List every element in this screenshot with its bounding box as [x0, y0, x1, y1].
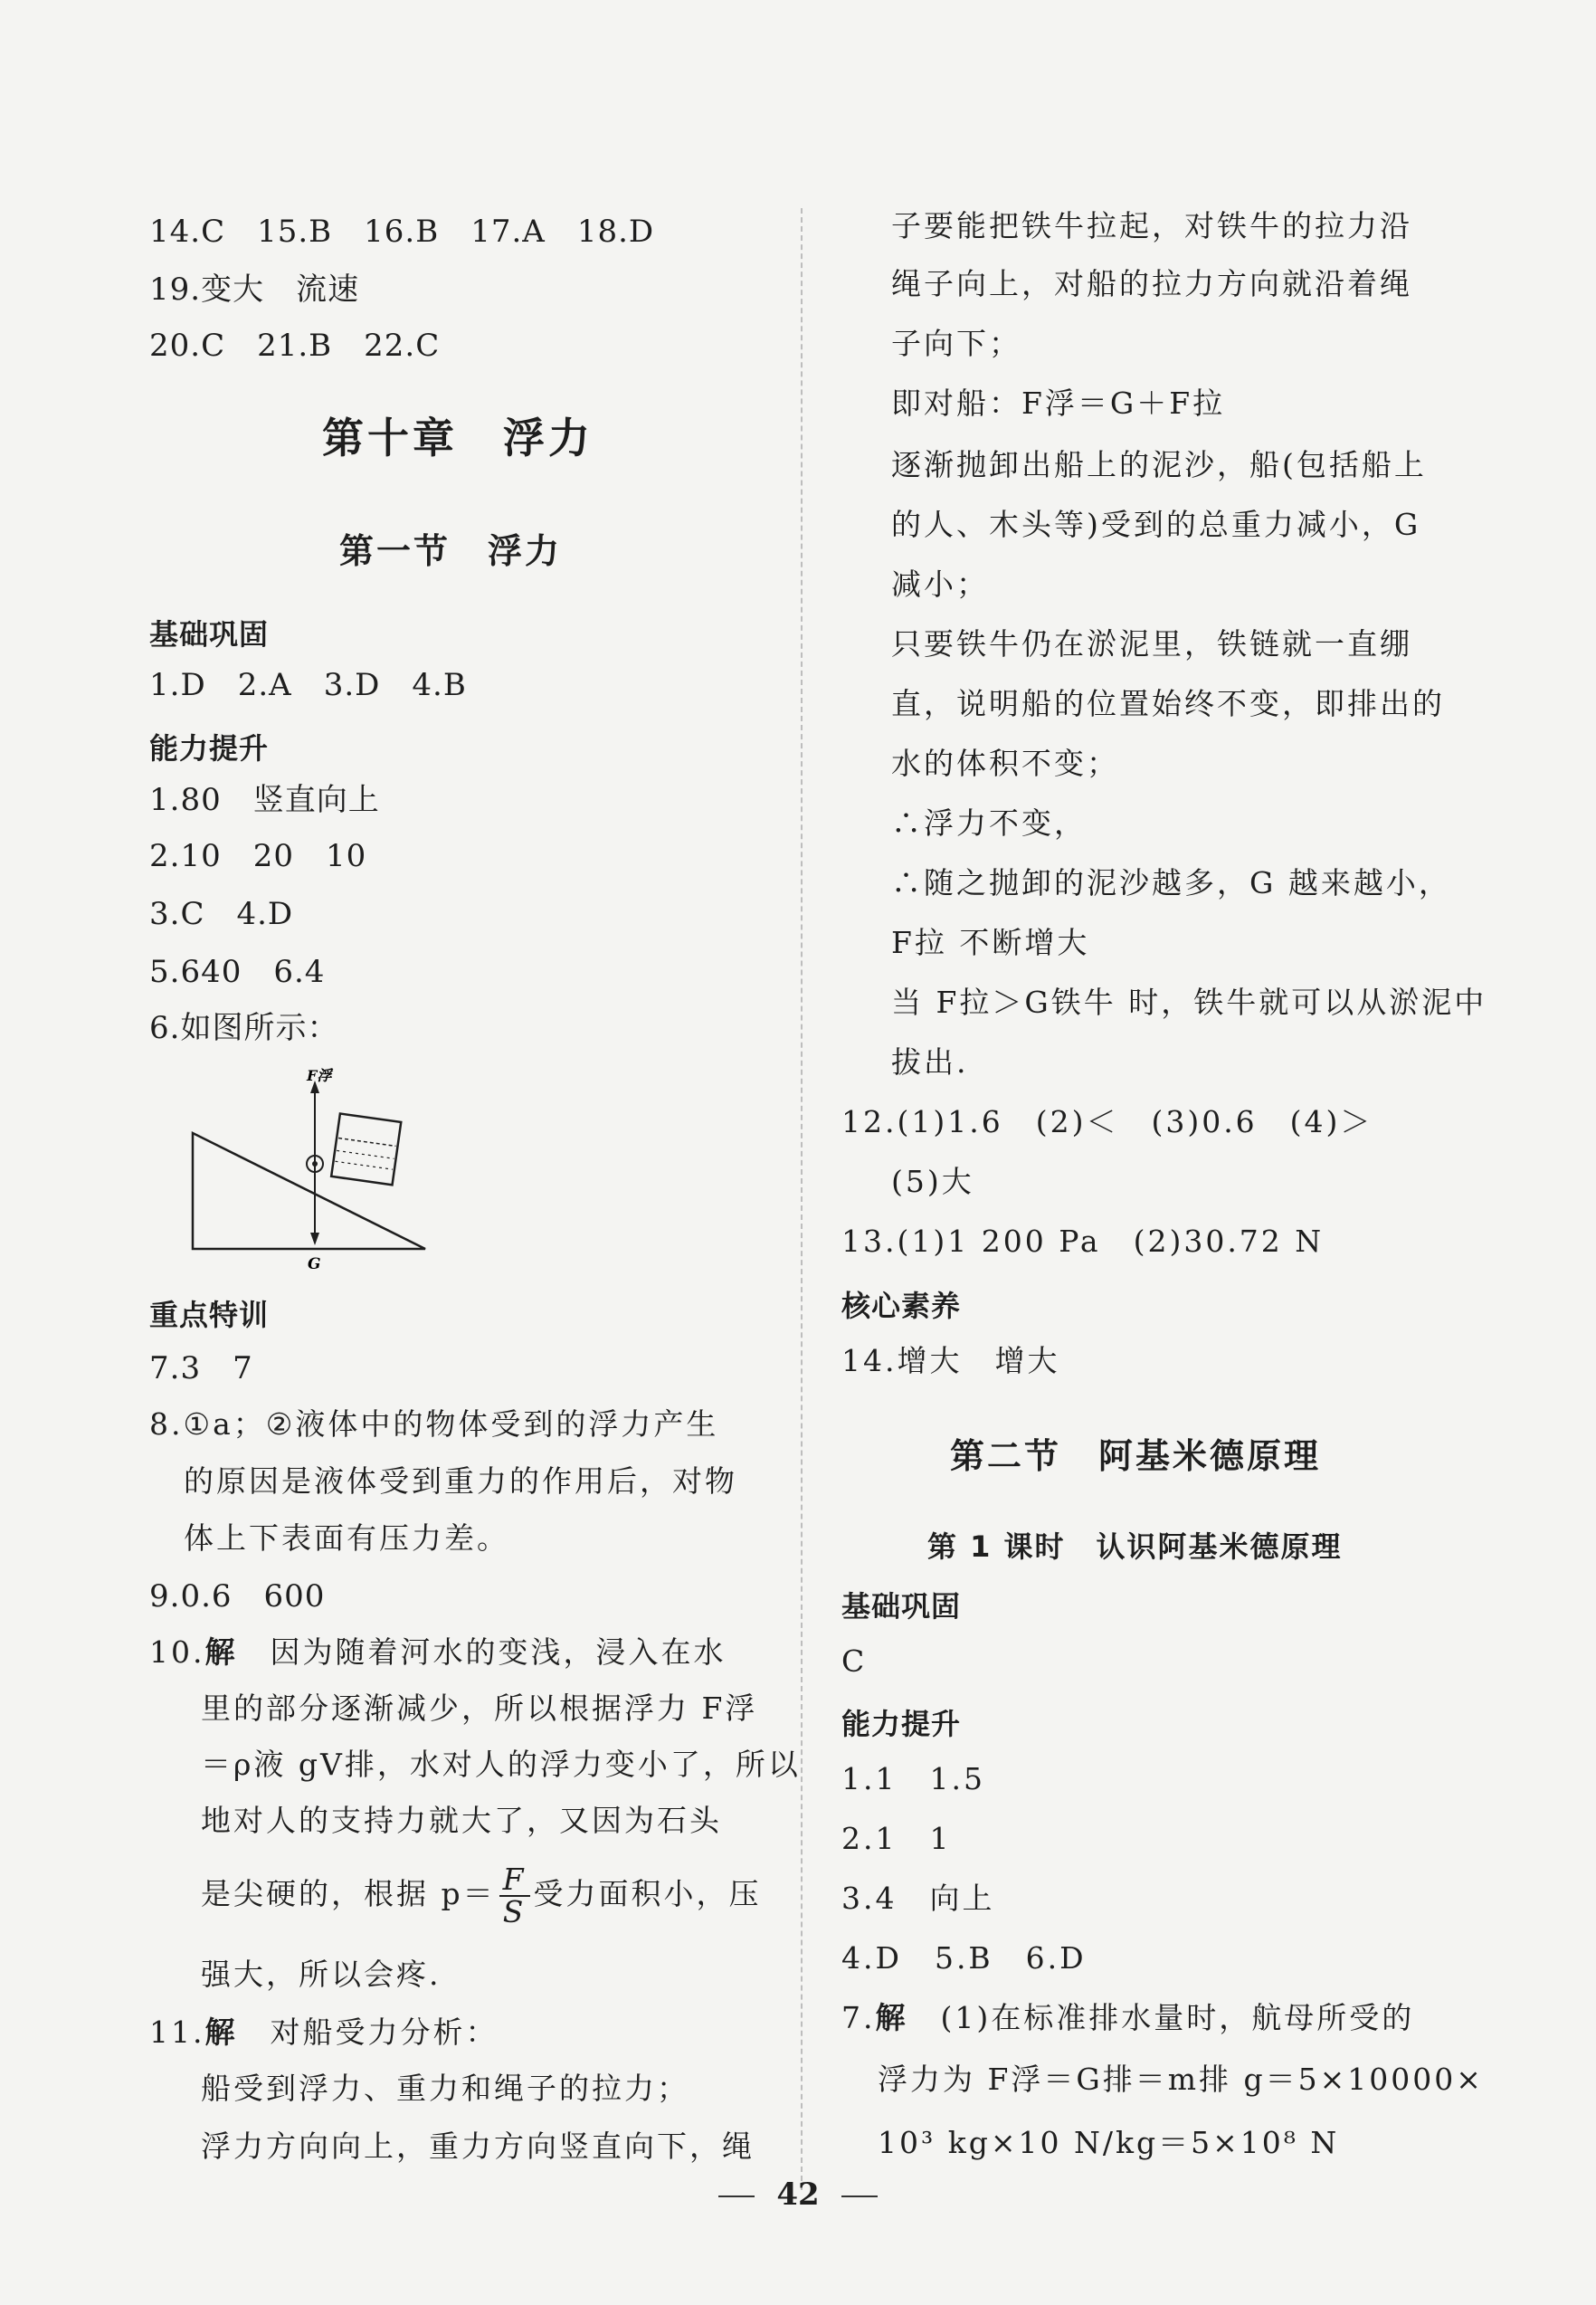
answer-line-r2: 绳子向上，对船的拉力方向就沿着绳 [891, 266, 1412, 301]
heading-zhongdian: 重点特训 [149, 1298, 270, 1332]
chapter-title: 第十章 浮力 [322, 414, 594, 462]
answer-line-m3: 3.4 向上 [841, 1881, 995, 1916]
answer-line-r4: 即对船：F浮＝G＋F拉 [891, 386, 1226, 421]
page-number [0, 2176, 1596, 2213]
answer-line-r10: 水的体积不变； [891, 746, 1119, 781]
answer-line-10a [149, 1633, 726, 1672]
heading-hexin: 核心素养 [841, 1289, 962, 1323]
answer-line-r3: 子向下； [891, 326, 1021, 361]
answer-line-jichu-2: C [841, 1643, 868, 1679]
gravity-label: G [308, 1255, 321, 1273]
q10-text-e-pre: 是尖硬的，根据 p＝ [201, 1876, 496, 1911]
force-diagram [190, 1068, 443, 1280]
answer-line-12a: 12.(1)1.6 (2)＜ (3)0.6 (4)＞ [841, 1104, 1373, 1139]
answer-line-n3: 3.C 4.D [149, 896, 294, 932]
answer-line-7: 7.3 7 [149, 1350, 253, 1386]
answer-line-14: 14.增大 增大 [841, 1343, 1060, 1378]
section-title-1: 第一节 浮力 [339, 531, 563, 571]
answer-line-10d: 地对人的支持力就大了，又因为石头 [201, 1803, 722, 1838]
answer-line-13: 13.(1)1 200 Pa (2)30.72 N [841, 1224, 1325, 1259]
page-number-dash-left [718, 2195, 755, 2197]
q7-number: 7. [841, 2000, 876, 2035]
answer-line-r13: F拉 不断增大 [891, 925, 1090, 960]
answer-line-19: 19.变大 流速 [149, 271, 360, 308]
answer-line-n2: 2.10 20 10 [149, 838, 367, 874]
answer-line-11a [149, 2013, 498, 2053]
answer-line-m1: 1.1 1.5 [841, 1761, 985, 1796]
answer-line-r15: 拔出. [891, 1044, 969, 1080]
answer-line-n1: 1.80 竖直向上 [149, 782, 380, 818]
answer-line-12b: (5)大 [891, 1164, 974, 1199]
answer-line-10b: 里的部分逐渐减少，所以根据浮力 F浮 [201, 1691, 758, 1726]
page-number-value: 42 [776, 2176, 820, 2213]
q7-text-a: (1)在标准排水量时，航母所受的 [907, 2000, 1415, 2035]
answer-line-20-22: 20.C 21.B 22.C [149, 328, 441, 364]
answer-line-14-18: 14.C 15.B 16.B 17.A 18.D [149, 214, 655, 250]
q10-text-e-post: 受力面积小，压 [533, 1876, 762, 1911]
q10-number: 10. [149, 1634, 205, 1670]
answer-line-10c: ＝ρ液 gV排，水对人的浮力变小了，所以 [201, 1747, 801, 1782]
answer-line-8a: 8.①a；②液体中的物体受到的浮力产生 [149, 1406, 719, 1442]
gravity-arrow [310, 1233, 319, 1245]
heading-nengli: 能力提升 [149, 731, 270, 766]
answer-line-r6: 的人、木头等)受到的总重力减小，G [891, 507, 1421, 542]
force-diagram-svg [190, 1068, 443, 1276]
lesson-title-1: 第 1 课时 认识阿基米德原理 [927, 1529, 1343, 1564]
section-title-2: 第二节 阿基米德原理 [950, 1436, 1322, 1476]
heading-jichu: 基础巩固 [149, 617, 270, 652]
page-number-dash-right [841, 2195, 878, 2197]
answer-line-r9: 直，说明船的位置始终不变，即排出的 [891, 686, 1445, 721]
heading-nengli-2: 能力提升 [841, 1707, 962, 1741]
answer-line-r8: 只要铁牛仍在淤泥里，铁链就一直绷 [891, 626, 1412, 662]
q11-jie: 解 [204, 2014, 238, 2050]
answer-line-8b: 的原因是液体受到重力的作用后，对物 [184, 1463, 737, 1499]
answer-line-9: 9.0.6 600 [149, 1578, 326, 1614]
answer-line-8c: 体上下表面有压力差。 [184, 1520, 509, 1556]
answer-line-r1: 子要能把铁牛拉起，对铁牛的拉力沿 [891, 208, 1412, 243]
fraction-numerator: F [499, 1864, 530, 1897]
answer-line-n4: 5.640 6.4 [149, 954, 326, 990]
answer-line-r7: 减小； [891, 567, 989, 602]
answer-line-10e [201, 1864, 762, 1928]
answer-line-11c: 浮力方向向上，重力方向竖直向下，绳 [201, 2129, 755, 2164]
answer-line-11b: 船受到浮力、重力和绳子的拉力； [201, 2071, 689, 2106]
container [331, 1114, 401, 1186]
answer-line-r12: ∴随之抛卸的泥沙越多，G 越来越小， [891, 865, 1451, 900]
answer-line-10f: 强大，所以会疼. [201, 1957, 442, 1992]
q11-text-a: 对船受力分析： [237, 2014, 499, 2050]
fraction-denominator: S [502, 1894, 527, 1929]
incline-triangle [193, 1133, 425, 1249]
q11-number: 11. [149, 2014, 205, 2050]
answer-line-m7a [841, 1998, 1414, 2038]
answer-line-m7b: 浮力为 F浮＝G排＝m排 g＝5×10000× [878, 2062, 1484, 2097]
pressure-fraction [499, 1864, 530, 1928]
q7-jie: 解 [875, 2000, 908, 2035]
answer-line-r5: 逐渐抛卸出船上的泥沙，船(包括船上 [891, 447, 1427, 482]
answer-line-r14: 当 F拉＞G铁牛 时，铁牛就可以从淤泥中 [891, 985, 1487, 1020]
answer-line-m7c: 10³ kg×10 N/kg＝5×10⁸ N [878, 2125, 1340, 2160]
answer-line-m2: 2.1 1 [841, 1821, 952, 1856]
answer-line-m4: 4.D 5.B 6.D [841, 1940, 1087, 1976]
buoyancy-label: F浮 [307, 1068, 332, 1084]
heading-jichu-2: 基础巩固 [841, 1589, 962, 1624]
answer-line-r11: ∴浮力不变， [891, 805, 1087, 841]
q10-text-a: 因为随着河水的变浅，浸入在水 [237, 1634, 727, 1670]
answer-line-jichu: 1.D 2.A 3.D 4.B [149, 667, 467, 703]
column-divider [801, 208, 803, 2190]
q10-jie: 解 [204, 1634, 238, 1670]
answer-line-n5: 6.如图所示： [149, 1010, 339, 1046]
